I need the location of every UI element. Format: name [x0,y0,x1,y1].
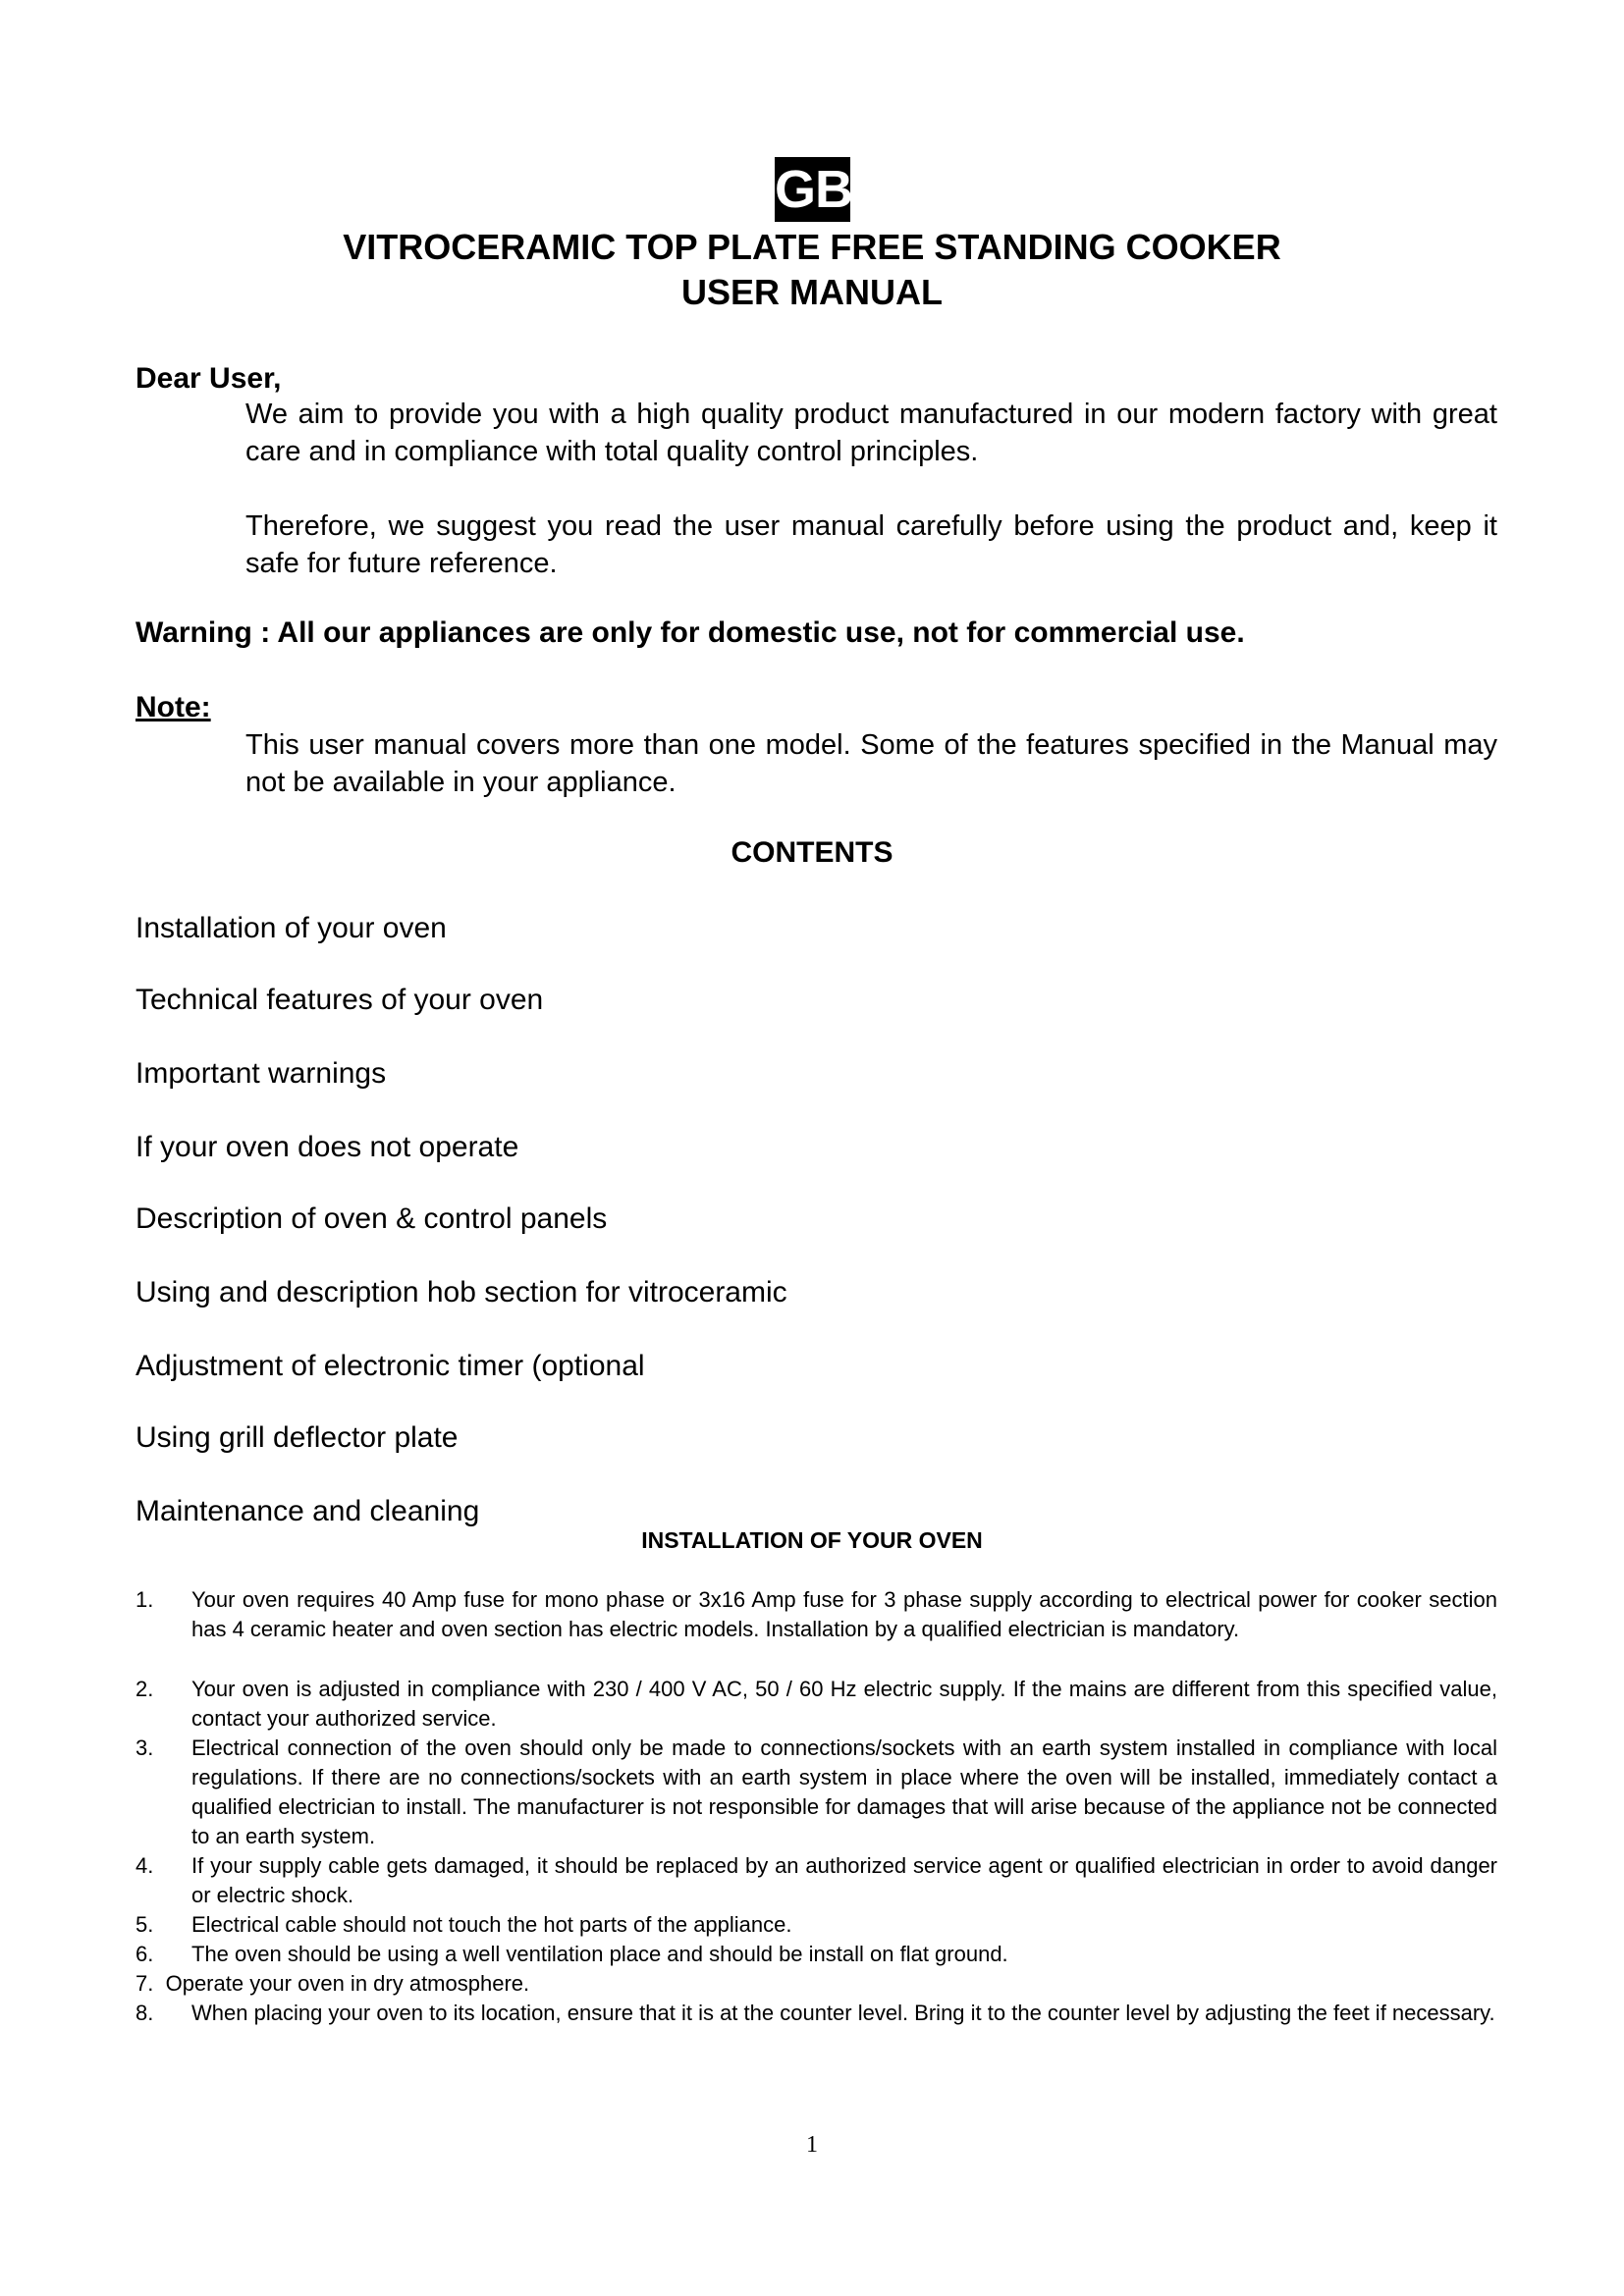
language-badge: GB [775,157,850,222]
list-item-number: 2. [135,1677,154,1701]
list-item-number: 6. [135,1942,154,1966]
list-item-number: 5. [135,1912,154,1937]
list-item: Electrical connection of the oven should only be made to connections/sockets with an earth system installed in compliance with local regulations. If there are no connections/sockets with an earth system in place where the oven will be installed, immediately contact a qualified electrician to install. The manufacturer is not responsible for damages that will arise because of the appliance not be connected to an earth system. [191,1735,1497,1848]
list-item-number: 1. [135,1587,154,1612]
toc-item: Technical features of your oven [135,984,544,1016]
list-item: The oven should be using a well ventilation place and should be install on flat ground. [191,1942,1008,1966]
list-item-number: 8. [135,2001,154,2025]
toc-item: Using and description hob section for vitroceramic [135,1276,787,1308]
toc-item: Important warnings [135,1057,387,1090]
document-title: VITROCERAMIC TOP PLATE FREE STANDING COOKER [343,227,1281,267]
intro-paragraph-2: Therefore, we suggest you read the user manual carefully before using the product and, keep it safe for future reference. [245,510,1497,579]
list-item: Your oven is adjusted in compliance with 230 / 400 V AC, 50 / 60 Hz electric supply. If the mains are different from this specified value, contact your authorized service. [191,1677,1497,1731]
list-item: Electrical cable should not touch the hot parts of the appliance. [191,1912,792,1937]
installation-heading: INSTALLATION OF YOUR OVEN [641,1527,983,1553]
list-item [135,1969,529,1999]
list-item-number: 4. [135,1853,154,1878]
toc-item: Maintenance and cleaning [135,1495,480,1527]
toc-item: Using grill deflector plate [135,1421,459,1454]
list-item-number: 7. [135,1971,154,1996]
toc-item: Installation of your oven [135,912,447,944]
list-item: Your oven requires 40 Amp fuse for mono phase or 3x16 Amp fuse for 3 phase supply according to electrical power for cooker section has 4 ceramic heater and oven section has electric models. Installation by a qualified electrician is mandatory. [191,1587,1497,1641]
list-item-number: 3. [135,1735,154,1760]
toc-item: Adjustment of electronic timer (optional [135,1350,645,1382]
list-item: When placing your oven to its location, ensure that it is at the counter level. Bring it to the counter level by adjusting the feet if necessary. [191,2001,1495,2025]
document-subtitle: USER MANUAL [681,272,943,312]
list-item: If your supply cable gets damaged, it should be replaced by an authorized service agent or qualified electrician in order to avoid danger or electric shock. [191,1853,1497,1907]
page-number: 1 [806,2132,818,2158]
contents-heading: CONTENTS [731,836,893,869]
note-text: This user manual covers more than one model. Some of the features specified in the Manual may not be available in your appliance. [245,729,1497,798]
list-item-text: Operate your oven in dry atmosphere. [165,1971,530,1996]
toc-item: If your oven does not operate [135,1131,519,1163]
note-label: Note: [135,691,211,723]
intro-paragraph-1: We aim to provide you with a high quality product manufactured in our modern factory with great care and in compliance with total quality control principles. [245,399,1497,467]
warning-text: Warning : All our appliances are only for domestic use, not for commercial use. [135,616,1245,649]
greeting: Dear User, [135,362,282,395]
toc-item: Description of oven & control panels [135,1202,608,1235]
